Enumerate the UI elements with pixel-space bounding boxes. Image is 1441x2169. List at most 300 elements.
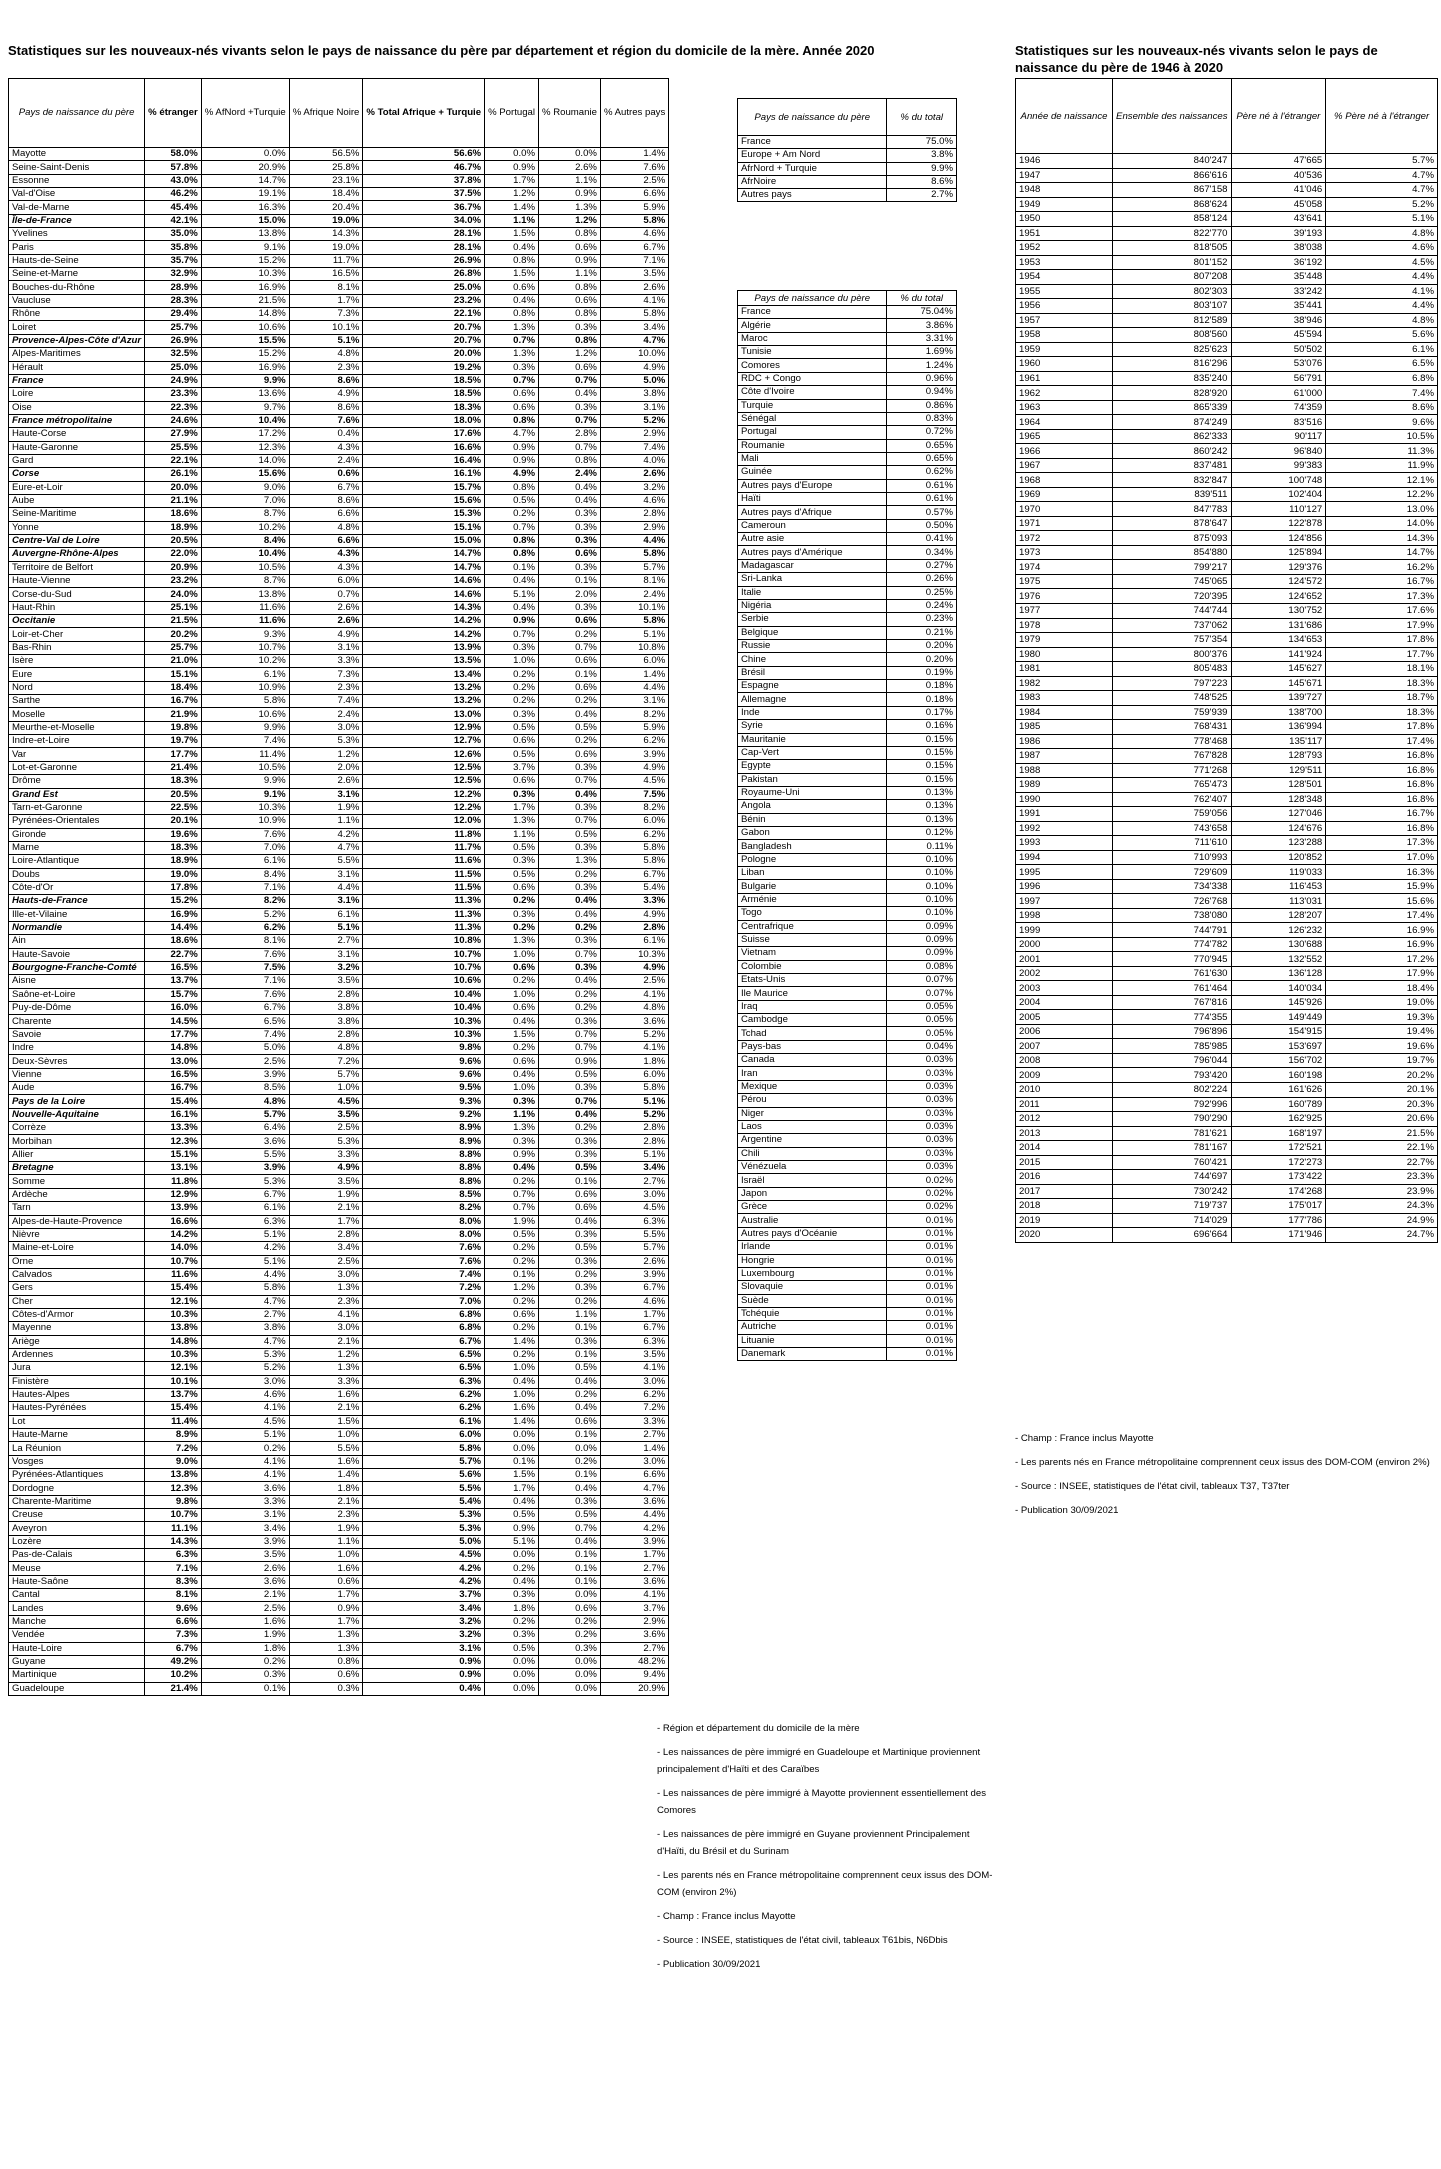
table-cell: 0.7% [539, 641, 601, 654]
table-cell: 1.1% [485, 1108, 539, 1121]
table-cell: 0.4% [485, 1575, 539, 1588]
table-row [738, 1321, 957, 1334]
table-cell: 0.0% [539, 1669, 601, 1682]
row-label: Vosges [9, 1455, 145, 1468]
table-cell: 0.3% [485, 1589, 539, 1602]
table-cell: 10.8% [363, 935, 485, 948]
table-cell: 160'198 [1231, 1068, 1326, 1083]
table-cell: 9.7% [201, 401, 289, 414]
table-cell: 719'737 [1113, 1199, 1231, 1214]
table-row [738, 162, 957, 175]
table-cell: 0.5% [539, 1362, 601, 1375]
table-cell: 0.0% [485, 1669, 539, 1682]
table-row [9, 935, 669, 948]
table-cell: 136'994 [1231, 720, 1326, 735]
table-cell: 0.4% [485, 1162, 539, 1175]
table-cell: 48.2% [600, 1655, 668, 1668]
table-cell: 20.3% [1326, 1097, 1438, 1112]
table-cell: 43'641 [1231, 212, 1326, 227]
table-cell: 10.3% [600, 948, 668, 961]
column-header: % étranger [145, 79, 202, 148]
table-cell: 10.4% [201, 548, 289, 561]
table-cell: 35'441 [1231, 299, 1326, 314]
table-cell: 0.02% [887, 1174, 957, 1187]
table-row [738, 586, 957, 599]
table-cell: 828'920 [1113, 386, 1231, 401]
table-cell: 0.4% [539, 481, 601, 494]
table-cell: 5.5% [600, 1228, 668, 1241]
table-cell: 1.5% [289, 1415, 363, 1428]
table-cell: 15.1% [145, 668, 202, 681]
table-cell: 1.4% [485, 201, 539, 214]
table-row [738, 720, 957, 733]
table-row [738, 1334, 957, 1347]
table-cell: 0.83% [887, 412, 957, 425]
table-cell: 1.6% [289, 1455, 363, 1468]
table-cell: 25.0% [363, 281, 485, 294]
table-cell: 4.8% [201, 1095, 289, 1108]
table-cell: 3.5% [600, 1348, 668, 1361]
table-cell: 5.3% [363, 1509, 485, 1522]
table-row [9, 588, 669, 601]
table-cell: 16.5% [145, 961, 202, 974]
row-label: Pyrénées-Orientales [9, 815, 145, 828]
row-label: Ariège [9, 1335, 145, 1348]
table-cell: 1.1% [289, 815, 363, 828]
row-label: Suisse [738, 933, 887, 946]
table-cell: 0.2% [485, 975, 539, 988]
table-cell: 765'473 [1113, 778, 1231, 793]
row-label: Tunisie [738, 346, 887, 359]
table-cell: 11.7% [363, 841, 485, 854]
table-cell: 11.4% [145, 1415, 202, 1428]
table-cell: 1.5% [485, 1469, 539, 1482]
table-cell: 0.2% [539, 735, 601, 748]
row-label: 1953 [1016, 255, 1113, 270]
table-cell: 11.6% [201, 601, 289, 614]
table-cell: 15.6% [1326, 894, 1438, 909]
table-cell: 720'395 [1113, 589, 1231, 604]
table-cell: 0.2% [485, 1175, 539, 1188]
row-label: 1958 [1016, 328, 1113, 343]
table-cell: 3.9% [600, 1268, 668, 1281]
table-cell: 7.1% [201, 975, 289, 988]
row-label: 1990 [1016, 792, 1113, 807]
table-cell: 41'046 [1231, 183, 1326, 198]
row-label: Morbihan [9, 1135, 145, 1148]
table-cell: 23.3% [145, 388, 202, 401]
table-cell: 744'791 [1113, 923, 1231, 938]
table-cell: 8.9% [363, 1135, 485, 1148]
table-cell: 1.8% [201, 1642, 289, 1655]
table-cell: 3.2% [363, 1615, 485, 1628]
table-row [9, 1495, 669, 1508]
row-label: Yonne [9, 521, 145, 534]
table-cell: 1.6% [289, 1388, 363, 1401]
table-cell: 6.2% [600, 1388, 668, 1401]
table-cell: 16.3% [201, 201, 289, 214]
table-cell: 0.03% [887, 1067, 957, 1080]
table-row [9, 761, 669, 774]
table-cell: 0.1% [539, 1322, 601, 1335]
table-cell: 0.3% [539, 521, 601, 534]
row-label: 2000 [1016, 937, 1113, 952]
table-row [738, 1120, 957, 1133]
row-label: Angola [738, 800, 887, 813]
table-cell: 0.9% [539, 1055, 601, 1068]
table-row [738, 1267, 957, 1280]
table-cell: 19.0% [289, 241, 363, 254]
column-header: % du total [887, 99, 957, 136]
table-cell: 792'996 [1113, 1097, 1231, 1112]
table-cell: 19.0% [1326, 995, 1438, 1010]
table-row [9, 1669, 669, 1682]
table-cell: 0.10% [887, 867, 957, 880]
table-cell: 835'240 [1113, 371, 1231, 386]
table-cell: 0.2% [539, 1295, 601, 1308]
row-label: 2014 [1016, 1141, 1113, 1156]
row-label: Savoie [9, 1028, 145, 1041]
table-cell: 0.8% [485, 534, 539, 547]
table-cell: 0.2% [485, 681, 539, 694]
note-line: - Publication 30/09/2021 [657, 1959, 761, 1970]
table-cell: 1.3% [289, 1282, 363, 1295]
table-cell: 0.6% [539, 361, 601, 374]
row-label: Sarthe [9, 695, 145, 708]
table-cell: 34.0% [363, 214, 485, 227]
table-cell: 796'044 [1113, 1053, 1231, 1068]
table-cell: 0.0% [539, 1655, 601, 1668]
table-cell: 2.7% [600, 1429, 668, 1442]
table-cell: 6.2% [363, 1402, 485, 1415]
row-label: 1981 [1016, 662, 1113, 677]
table-cell: 0.6% [539, 1415, 601, 1428]
table-cell: 13.6% [201, 388, 289, 401]
table-cell: 15.2% [201, 348, 289, 361]
table-cell: 0.4% [539, 908, 601, 921]
table-cell: 10.1% [289, 321, 363, 334]
table-cell: 17.6% [1326, 603, 1438, 618]
row-label: Nigéria [738, 599, 887, 612]
row-label: Bulgarie [738, 880, 887, 893]
table-cell: 2.7% [600, 1562, 668, 1575]
row-label: Serbie [738, 613, 887, 626]
table-cell: 0.7% [485, 521, 539, 534]
row-label: 2009 [1016, 1068, 1113, 1083]
table-row [738, 306, 957, 319]
note-line: - Les parents nés en France métropolitaine comprennent ceux issus des DOM-COM (environ 2%) [1015, 1457, 1430, 1468]
row-label: Vietnam [738, 947, 887, 960]
table-cell: 0.4% [363, 1682, 485, 1695]
table-row [9, 548, 669, 561]
table-cell: 0.50% [887, 519, 957, 532]
table-row [9, 868, 669, 881]
row-label: 2010 [1016, 1083, 1113, 1098]
table-cell: 21.5% [1326, 1126, 1438, 1141]
table-cell: 1.7% [289, 294, 363, 307]
table-cell: 12.6% [363, 748, 485, 761]
table-cell: 6.6% [289, 534, 363, 547]
row-label: Gabon [738, 827, 887, 840]
table-cell: 0.0% [201, 148, 289, 161]
table-cell: 2.4% [600, 588, 668, 601]
column-header: Année de naissance [1016, 79, 1113, 154]
table-cell: 128'501 [1231, 778, 1326, 793]
row-label: Maroc [738, 332, 887, 345]
table-row [1016, 937, 1438, 952]
table-cell: 3.1% [289, 641, 363, 654]
table-cell: 1.1% [485, 214, 539, 227]
table-cell: 3.4% [600, 1162, 668, 1175]
table-row [1016, 328, 1438, 343]
table-cell: 18.5% [363, 388, 485, 401]
table-cell: 11.7% [289, 254, 363, 267]
table-cell: 1.9% [485, 1215, 539, 1228]
table-cell: 12.2% [363, 801, 485, 814]
table-cell: 9.3% [363, 1095, 485, 1108]
table-row [738, 840, 957, 853]
row-label: Chili [738, 1147, 887, 1160]
table-row [738, 149, 957, 162]
table-cell: 10.4% [201, 414, 289, 427]
table-cell: 3.31% [887, 332, 957, 345]
table-cell: 4.8% [1326, 313, 1438, 328]
table-row [9, 1655, 669, 1668]
row-label: Doubs [9, 868, 145, 881]
table-cell: 0.3% [485, 708, 539, 721]
table-cell: 18.6% [145, 508, 202, 521]
table-cell: 0.1% [539, 1348, 601, 1361]
row-label: Alpes-Maritimes [9, 348, 145, 361]
table-cell: 14.7% [201, 174, 289, 187]
table-cell: 18.6% [145, 935, 202, 948]
table-cell: 2.3% [289, 1295, 363, 1308]
table-cell: 0.4% [539, 1215, 601, 1228]
table-row [738, 1174, 957, 1187]
row-label: Sri-Lanka [738, 573, 887, 586]
table-row [9, 281, 669, 294]
row-label: Mayotte [9, 148, 145, 161]
row-label: Tarn [9, 1202, 145, 1215]
table-row [738, 947, 957, 960]
table-cell: 4.3% [289, 548, 363, 561]
table-cell: 20.5% [145, 788, 202, 801]
table-cell: 14.0% [145, 1242, 202, 1255]
table-cell: 0.1% [201, 1682, 289, 1695]
table-row [1016, 734, 1438, 749]
table-cell: 8.9% [145, 1429, 202, 1442]
table-cell: 875'093 [1113, 531, 1231, 546]
table-cell: 0.1% [539, 1575, 601, 1588]
row-label: Autre asie [738, 533, 887, 546]
table-cell: 726'768 [1113, 894, 1231, 909]
table-cell: 10.2% [145, 1669, 202, 1682]
table-cell: 22.1% [363, 308, 485, 321]
table-row [738, 412, 957, 425]
table-cell: 23.9% [1326, 1184, 1438, 1199]
table-cell: 32.5% [145, 348, 202, 361]
table-row [738, 639, 957, 652]
table-cell: 4.5% [1326, 255, 1438, 270]
row-label: Ardèche [9, 1188, 145, 1201]
table-cell: 0.05% [887, 1027, 957, 1040]
table-cell: 13.8% [201, 588, 289, 601]
table-cell: 0.9% [539, 254, 601, 267]
table-row [1016, 995, 1438, 1010]
table-cell: 6.0% [289, 575, 363, 588]
table-cell: 9.9% [201, 374, 289, 387]
table-cell: 0.2% [485, 1322, 539, 1335]
table-cell: 4.4% [600, 681, 668, 694]
row-label: 1947 [1016, 168, 1113, 183]
table-cell: 4.2% [363, 1562, 485, 1575]
row-label: Dordogne [9, 1482, 145, 1495]
table-cell: 11.3% [363, 895, 485, 908]
table-cell: 3.6% [201, 1135, 289, 1148]
table-cell: 822'770 [1113, 226, 1231, 241]
row-label: Algérie [738, 319, 887, 332]
table-cell: 12.3% [145, 1482, 202, 1495]
table-cell: 4.4% [1326, 270, 1438, 285]
table-cell: 18.3% [363, 401, 485, 414]
row-label: Marne [9, 841, 145, 854]
table-cell: 6.1% [201, 1202, 289, 1215]
table-cell: 0.08% [887, 960, 957, 973]
table-cell: 6.8% [363, 1308, 485, 1321]
table-cell: 16.4% [363, 454, 485, 467]
table-cell: 10.3% [363, 1028, 485, 1041]
table-cell: 0.2% [539, 695, 601, 708]
table-cell: 0.17% [887, 706, 957, 719]
row-label: Haute-Corse [9, 428, 145, 441]
table-cell: 1.3% [289, 1642, 363, 1655]
row-label: Normandie [9, 921, 145, 934]
row-label: Colombie [738, 960, 887, 973]
table-cell: 119'033 [1231, 865, 1326, 880]
table-cell: 0.4% [539, 708, 601, 721]
table-cell: 0.5% [485, 868, 539, 881]
row-label: 2012 [1016, 1112, 1113, 1127]
table-cell: 26.9% [145, 334, 202, 347]
table-cell: 17.7% [145, 1028, 202, 1041]
table-cell: 13.5% [363, 655, 485, 668]
table-cell: 10.4% [363, 988, 485, 1001]
table-cell: 0.01% [887, 1214, 957, 1227]
table-cell: 13.8% [201, 228, 289, 241]
table-cell: 862'333 [1113, 429, 1231, 444]
row-label: Hauts-de-France [9, 895, 145, 908]
table-row [1016, 633, 1438, 648]
table-cell: 0.2% [539, 1455, 601, 1468]
table-cell: 5.5% [201, 1148, 289, 1161]
table-cell: 3.1% [363, 1642, 485, 1655]
row-label: Haute-Savoie [9, 948, 145, 961]
row-label: Loiret [9, 321, 145, 334]
table-row [9, 615, 669, 628]
table-cell: 0.2% [485, 921, 539, 934]
table-cell: 0.10% [887, 893, 957, 906]
table-row [738, 786, 957, 799]
table-cell: 3.1% [201, 1509, 289, 1522]
table-cell: 9.8% [145, 1495, 202, 1508]
table-cell: 767'828 [1113, 749, 1231, 764]
table-cell: 13.0% [363, 708, 485, 721]
table-cell: 5.5% [289, 1442, 363, 1455]
table-cell: 6.8% [363, 1322, 485, 1335]
table-row [738, 773, 957, 786]
table-cell: 8.1% [145, 1589, 202, 1602]
table-row [738, 1201, 957, 1214]
table-cell: 8.0% [363, 1215, 485, 1228]
table-row [1016, 923, 1438, 938]
row-label: 1965 [1016, 429, 1113, 444]
table-row [9, 1095, 669, 1108]
table-cell: 0.2% [539, 628, 601, 641]
table-cell: 4.7% [600, 334, 668, 347]
table-row [9, 1362, 669, 1375]
table-cell: 0.2% [485, 1042, 539, 1055]
notes-right [1015, 1430, 1435, 1526]
table-cell: 13.3% [145, 1122, 202, 1135]
table-cell: 1.0% [485, 1388, 539, 1401]
table-cell: 5.8% [201, 695, 289, 708]
table-cell: 28.9% [145, 281, 202, 294]
table-cell: 9.4% [600, 1669, 668, 1682]
table-cell: 0.1% [485, 1268, 539, 1281]
table-cell: 0.7% [539, 374, 601, 387]
table-cell: 796'896 [1113, 1024, 1231, 1039]
table-cell: 128'348 [1231, 792, 1326, 807]
row-label: Aisne [9, 975, 145, 988]
row-label: Lot-et-Garonne [9, 761, 145, 774]
table-cell: 14.3% [363, 601, 485, 614]
table-row [9, 214, 669, 227]
table-row [738, 613, 957, 626]
table-cell: 26.1% [145, 468, 202, 481]
table-row [1016, 415, 1438, 430]
row-label: 1966 [1016, 444, 1113, 459]
row-label: Maine-et-Loire [9, 1242, 145, 1255]
table-cell: 2.3% [289, 361, 363, 374]
table-cell: 4.9% [485, 468, 539, 481]
row-label: Haute-Loire [9, 1642, 145, 1655]
table-cell: 26.9% [363, 254, 485, 267]
table-cell: 0.2% [201, 1655, 289, 1668]
row-label: Bangladesh [738, 840, 887, 853]
table-cell: 0.01% [887, 1254, 957, 1267]
table-row [738, 533, 957, 546]
table-cell: 6.3% [600, 1215, 668, 1228]
table-row [738, 599, 957, 612]
table-cell: 124'676 [1231, 821, 1326, 836]
table-cell: 0.3% [485, 361, 539, 374]
table-row [9, 1455, 669, 1468]
table-cell: 3.9% [201, 1162, 289, 1175]
table-cell: 1.7% [289, 1615, 363, 1628]
table-cell: 5.4% [363, 1495, 485, 1508]
note-line: - Champ : France inclus Mayotte [657, 1911, 796, 1922]
table-cell: 17.7% [1326, 647, 1438, 662]
table-cell: 0.5% [485, 494, 539, 507]
table-cell: 16.7% [1326, 574, 1438, 589]
row-label: Iran [738, 1067, 887, 1080]
table-cell: 0.5% [485, 1509, 539, 1522]
row-label: 1978 [1016, 618, 1113, 633]
table-cell: 6.3% [600, 1335, 668, 1348]
table-cell: 22.0% [145, 548, 202, 561]
table-cell: 25.5% [145, 441, 202, 454]
table-cell: 17.4% [1326, 734, 1438, 749]
